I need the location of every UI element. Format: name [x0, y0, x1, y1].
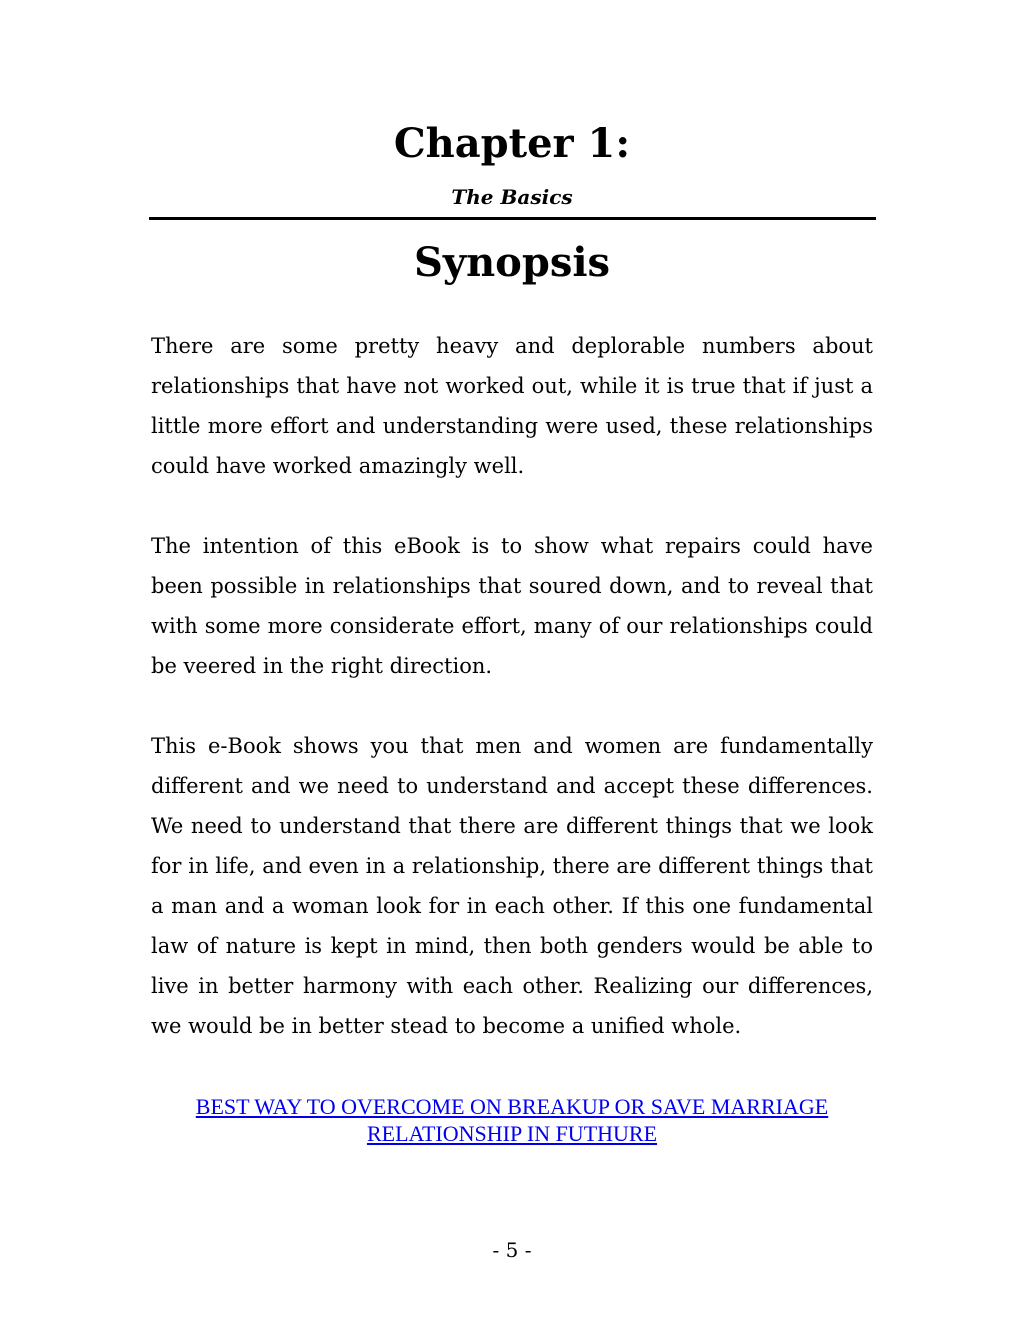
- chapter-subtitle: The Basics: [451, 185, 573, 209]
- paragraph-3: This e-Book shows you that men and women are fundamentally different and we need to understand and accept these differences. We need to understand that there are different things that we look for in life, and even in a relationship, there are different things that a man and a woman look for in each other. If this one fundamental law of nature is kept in mind, then both genders would be able to live in better harmony with each other. Realizing our differences, we would be in better stead to become a unified whole.: [151, 734, 873, 1038]
- page-number: - 5 -: [492, 1238, 532, 1262]
- promo-link[interactable]: [150, 1093, 874, 1147]
- promo-link-line-2[interactable]: RELATIONSHIP IN FUTHURE: [366, 1121, 658, 1146]
- paragraph-2: The intention of this eBook is to show what repairs could have been possible in relationships that soured down, and to reveal that with some more considerate effort, many of our relationships could be veered in the right direction.: [151, 534, 873, 678]
- paragraph-1: There are some pretty heavy and deplorable numbers about relationships that have not worked out, while it is true that if just a little more effort and understanding were used, these relationships could have worked amazingly well.: [151, 334, 873, 478]
- promo-link-line-1[interactable]: BEST WAY TO OVERCOME ON BREAKUP OR SAVE MARRIAGE: [195, 1094, 829, 1119]
- chapter-title: Chapter 1:: [393, 120, 631, 167]
- body-text: [151, 326, 873, 1086]
- heading-divider: [149, 217, 876, 220]
- section-title: Synopsis: [413, 239, 611, 286]
